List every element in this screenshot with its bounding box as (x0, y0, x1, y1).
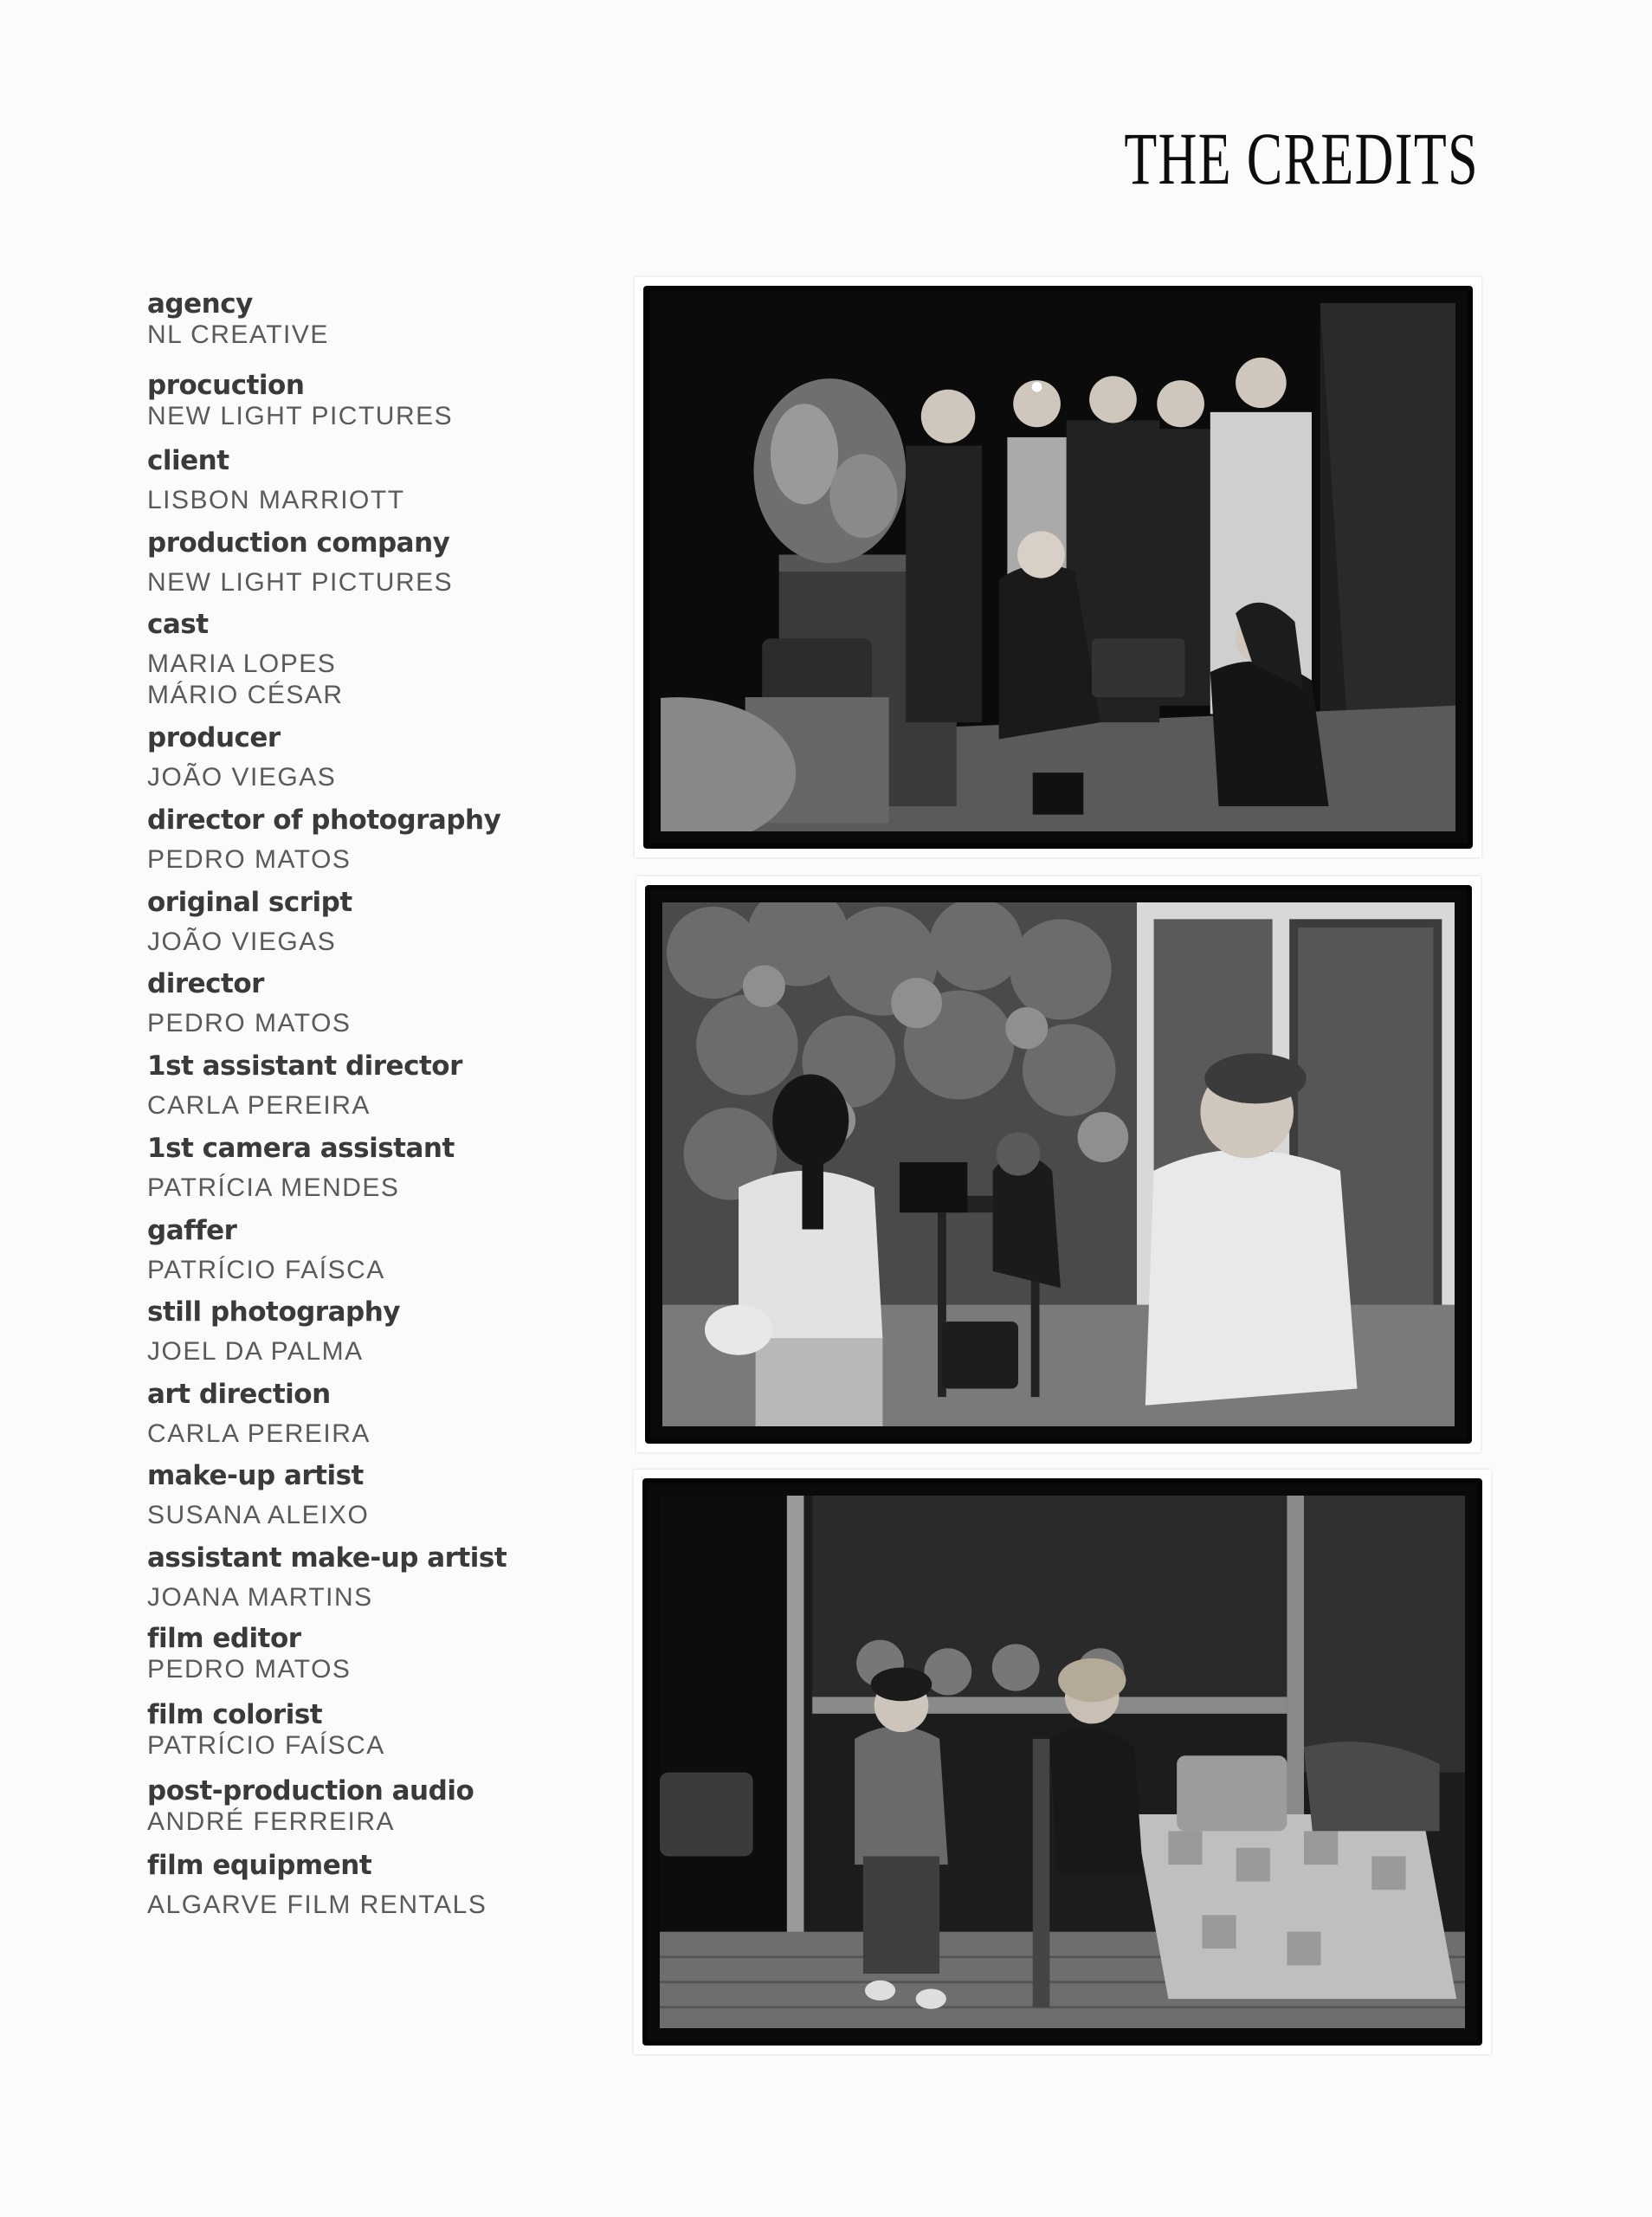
credit-assistant-make-up-artist (147, 1542, 507, 1613)
credit-role: make-up artist (147, 1460, 364, 1491)
credit-role: film editor (147, 1623, 301, 1654)
credit-name: NEW LIGHT PICTURES (147, 568, 454, 597)
credit-name: PATRÍCIO FAÍSCA (147, 1731, 385, 1760)
credit-role: director of photography (147, 805, 501, 836)
credit-name: JOÃO VIEGAS (147, 928, 337, 956)
credit-name: PEDRO MATOS (147, 1009, 352, 1037)
credit-role: art direction (147, 1379, 331, 1410)
credit-name: NL CREATIVE (147, 320, 329, 349)
credit-film-colorist (147, 1699, 385, 1761)
page-title: THE CREDITS (1124, 117, 1479, 200)
credit-name: JOANA MARTINS (147, 1583, 373, 1612)
credit-role: original script (147, 887, 352, 918)
credit-director (147, 968, 351, 1039)
film-frame (645, 885, 1472, 1444)
credit-director-of-photography (147, 805, 500, 876)
credit-role: procuction (147, 370, 305, 401)
credit-name: MARIA LOPES (147, 650, 337, 678)
photo-scene (660, 1496, 1465, 2028)
credit-film-editor (147, 1623, 351, 1685)
credit-role: director (147, 968, 264, 999)
credit-cast (147, 609, 344, 711)
photo-night-crew (635, 277, 1481, 857)
credit-name: JOEL DA PALMA (147, 1337, 364, 1366)
credit-agency (147, 288, 329, 351)
credit-art-direction (147, 1379, 371, 1450)
makeup-scene-illustration (660, 1496, 1465, 2028)
credit-post-production-audio (147, 1775, 474, 1838)
garden-scene-illustration (662, 902, 1455, 1426)
credit-role: 1st camera assistant (147, 1133, 455, 1164)
photo-scene (662, 902, 1455, 1426)
credit-role: post-production audio (147, 1775, 474, 1807)
credit-1st-camera-assistant (147, 1133, 455, 1204)
credit-make-up-artist (147, 1460, 369, 1531)
credit-role: film colorist (147, 1699, 323, 1730)
credit-name: JOÃO VIEGAS (147, 763, 337, 792)
photo-garden-scene (636, 876, 1481, 1452)
credit-role: cast (147, 609, 209, 640)
credit-gaffer (147, 1215, 385, 1286)
crew-scene-illustration (661, 303, 1455, 831)
credit-name-2: MÁRIO CÉSAR (147, 681, 344, 709)
credit-original-script (147, 887, 352, 958)
photo-makeup-scene (634, 1470, 1491, 2054)
credit-name: LISBON MARRIOTT (147, 486, 405, 514)
credit-client (147, 445, 405, 516)
credit-name: PATRÍCIA MENDES (147, 1173, 400, 1202)
credit-name: CARLA PEREIRA (147, 1419, 371, 1448)
credit-role: production company (147, 527, 450, 559)
credit-role: agency (147, 288, 253, 320)
credit-still-photography (147, 1296, 400, 1367)
credit-role: film equipment (147, 1850, 372, 1881)
credit-role: gaffer (147, 1215, 237, 1246)
credit-name: SUSANA ALEIXO (147, 1501, 370, 1529)
credit-role: still photography (147, 1296, 400, 1328)
credit-production-company (147, 527, 453, 598)
credit-name: ALGARVE FILM RENTALS (147, 1891, 487, 1919)
credit-role: assistant make-up artist (147, 1542, 507, 1574)
credit-role: client (147, 445, 229, 476)
credit-producer (147, 722, 336, 793)
credit-name: PEDRO MATOS (147, 1655, 352, 1684)
credit-procuction (147, 370, 453, 432)
credit-name: ANDRÉ FERREIRA (147, 1807, 396, 1836)
credit-name: CARLA PEREIRA (147, 1091, 371, 1120)
credit-name: PEDRO MATOS (147, 845, 352, 874)
credit-role: 1st assistant director (147, 1050, 462, 1082)
film-frame (643, 286, 1473, 849)
credit-name: PATRÍCIO FAÍSCA (147, 1256, 385, 1284)
credit-role: producer (147, 722, 281, 753)
film-frame (642, 1478, 1482, 2046)
credit-film-equipment (147, 1850, 487, 1921)
credit-1st-assistant-director (147, 1050, 462, 1121)
photo-scene (661, 303, 1455, 831)
credit-name: NEW LIGHT PICTURES (147, 402, 454, 430)
